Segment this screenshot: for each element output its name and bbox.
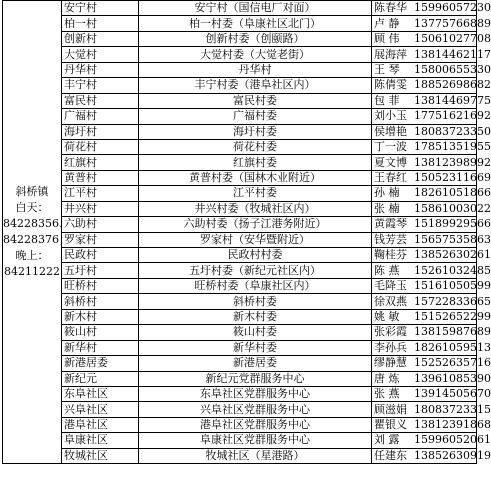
table-row — [3, 386, 477, 401]
contact-name: 侯增艳 — [374, 124, 407, 138]
contact-table — [2, 0, 491, 464]
contact-cell — [372, 248, 491, 263]
table-row — [3, 433, 477, 448]
site-cell: 广福村委 — [139, 109, 372, 124]
village-cell: 安宁村 — [62, 1, 139, 16]
table-row — [3, 93, 477, 108]
village-cell: 斜桥村 — [62, 294, 139, 309]
contact-phone: 13961085390 — [414, 371, 491, 385]
site-cell: 富民村委 — [139, 93, 372, 108]
contact-phone: 17851351955 — [414, 140, 491, 154]
site-cell: 创新村委（创颐路） — [139, 31, 372, 46]
contact-cell — [372, 309, 491, 324]
village-cell: 兴阜社区 — [62, 402, 139, 417]
contact-cell — [372, 109, 491, 124]
contact-name: 黄霞琴 — [374, 217, 407, 231]
contact-cell — [372, 263, 491, 278]
contact-phone: 13812398992 — [414, 155, 491, 169]
day-phone-1: 84228356、 — [3, 217, 70, 231]
contact-phone: 15161050599 — [414, 279, 491, 293]
table-row — [3, 263, 477, 278]
contact-cell — [372, 1, 491, 16]
table-row — [3, 124, 477, 139]
village-cell: 筱山村 — [62, 325, 139, 340]
table-row — [3, 340, 477, 355]
site-cell: 新木村委 — [139, 309, 372, 324]
contact-cell — [372, 62, 491, 77]
table-row — [3, 16, 477, 31]
contact-cell — [372, 294, 491, 309]
village-cell: 阜康社区 — [62, 433, 139, 448]
contact-name: 孙 楠 — [374, 186, 400, 200]
contact-phone: 15061027708 — [414, 32, 491, 46]
day-phone-2: 84228376； — [3, 233, 70, 247]
contact-cell — [372, 402, 491, 417]
contact-phone: 13852630261 — [414, 248, 491, 262]
village-cell: 新港居委 — [62, 356, 139, 371]
table-row — [3, 294, 477, 309]
table-row — [3, 109, 477, 124]
town-name: 斜桥镇 — [15, 185, 49, 199]
village-cell: 罗家村 — [62, 232, 139, 247]
table-row — [3, 186, 477, 201]
table-row — [3, 356, 477, 371]
contact-cell — [372, 417, 491, 432]
site-cell: 兴阜社区党群服务中心 — [139, 402, 372, 417]
village-cell: 牧城社区 — [62, 448, 139, 463]
contact-phone: 13852630919 — [414, 448, 491, 462]
night-phone: 84211222 — [4, 265, 60, 279]
table-row — [3, 402, 477, 417]
contact-cell — [372, 433, 491, 448]
day-label: 白天： — [15, 201, 49, 215]
site-cell: 旺桥村委（阜康社区内） — [139, 278, 372, 293]
contact-name: 陈倩雯 — [374, 78, 407, 92]
site-cell: 丹华村 — [139, 62, 372, 77]
village-cell: 黄普村 — [62, 170, 139, 185]
contact-cell — [372, 232, 491, 247]
contact-name: 张 楠 — [374, 201, 400, 215]
contact-phone: 15657535863 — [414, 232, 491, 246]
site-cell: 港阜社区党群服务中心 — [139, 417, 372, 432]
table-row — [3, 417, 477, 432]
village-cell: 丹华村 — [62, 62, 139, 77]
contact-name: 刘小玉 — [374, 109, 407, 123]
table-row — [3, 31, 477, 46]
site-cell: 大觉村委（大觉老街） — [139, 47, 372, 62]
contact-cell — [372, 448, 491, 463]
site-cell: 新港居委 — [139, 356, 372, 371]
contact-name: 陈 燕 — [374, 263, 400, 277]
village-cell: 海圩村 — [62, 124, 139, 139]
contact-cell — [372, 278, 491, 293]
table-row — [3, 371, 477, 386]
site-cell: 海圩村委 — [139, 124, 372, 139]
village-cell: 柏一村 — [62, 16, 139, 31]
contact-name: 陈春华 — [374, 1, 407, 15]
village-cell: 红旗村 — [62, 155, 139, 170]
contact-phone: 15261032485 — [414, 263, 491, 277]
contact-phone: 13814462117 — [414, 47, 491, 61]
contact-phone: 13815987689 — [414, 325, 491, 339]
table-row — [3, 47, 477, 62]
contact-cell — [372, 16, 491, 31]
table-row — [3, 232, 477, 247]
table-row — [3, 170, 477, 185]
site-cell: 斜桥村委 — [139, 294, 372, 309]
contact-phone: 13812391868 — [414, 418, 491, 432]
contact-cell — [372, 201, 491, 216]
table-row — [3, 201, 477, 216]
contact-phone: 15722833665 — [414, 294, 491, 308]
contact-phone: 18852698682 — [414, 78, 491, 92]
table-row — [3, 1, 477, 16]
site-cell: 安宁村（国信电厂对面） — [139, 1, 372, 16]
site-cell: 阜康社区党群服务中心 — [139, 433, 372, 448]
contact-cell — [372, 155, 491, 170]
contact-cell — [372, 31, 491, 46]
village-cell: 富民村 — [62, 93, 139, 108]
contact-name: 包 菲 — [374, 93, 400, 107]
contact-phone: 15996057230 — [414, 1, 491, 15]
contact-name: 缪静慧 — [374, 356, 407, 370]
site-cell: 新纪元党群服务中心 — [139, 371, 372, 386]
site-cell: 东阜社区党群服务中心 — [139, 386, 372, 401]
table-row — [3, 217, 477, 232]
site-cell: 五圩村委（新纪元社区内） — [139, 263, 372, 278]
contact-name: 毛降玉 — [374, 279, 407, 293]
contact-cell — [372, 340, 491, 355]
contact-name: 张彩霞 — [374, 325, 407, 339]
contact-cell — [372, 217, 491, 232]
contact-name: 任建东 — [374, 448, 407, 462]
contact-phone: 15996052061 — [414, 433, 491, 447]
contact-name: 卢 静 — [374, 16, 400, 30]
site-cell: 六助村委（扬子江港务附近） — [139, 217, 372, 232]
contact-name: 顾 伟 — [374, 32, 400, 46]
site-cell: 筱山村委 — [139, 325, 372, 340]
contact-name: 展海萍 — [374, 47, 407, 61]
contact-name: 刘 露 — [374, 433, 400, 447]
village-cell: 六助村 — [62, 217, 139, 232]
table-row — [3, 448, 477, 463]
table-row — [3, 155, 477, 170]
contact-phone: 13775766889 — [414, 16, 491, 30]
site-cell: 罗家村（安华暨附近） — [139, 232, 372, 247]
contact-phone: 18083723350 — [414, 124, 491, 138]
site-cell: 民政村村委 — [139, 248, 372, 263]
village-cell: 江平村 — [62, 186, 139, 201]
contact-cell — [372, 139, 491, 154]
town-contact-cell — [3, 1, 70, 464]
contact-name: 钱芳芸 — [374, 232, 407, 246]
contact-phone: 18083723315 — [414, 402, 491, 416]
contact-cell — [372, 325, 491, 340]
village-cell: 丰宁村 — [62, 78, 139, 93]
contact-phone: 13914505670 — [414, 387, 491, 401]
site-cell: 柏一村委（阜康社区北门） — [139, 16, 372, 31]
contact-phone: 15189929566 — [414, 217, 491, 231]
contact-cell — [372, 386, 491, 401]
table-row — [3, 139, 477, 154]
site-cell: 江平村委 — [139, 186, 372, 201]
village-cell: 新木村 — [62, 309, 139, 324]
contact-cell — [372, 78, 491, 93]
contact-phone: 18261059513 — [414, 340, 491, 354]
contact-phone: 15861003022 — [414, 201, 491, 215]
contact-cell — [372, 124, 491, 139]
table-row — [3, 309, 477, 324]
site-cell: 井兴村委（牧城社区内） — [139, 201, 372, 216]
contact-name: 夏文博 — [374, 155, 407, 169]
night-label: 晚上： — [15, 249, 49, 263]
table-row — [3, 78, 477, 93]
village-cell: 五圩村 — [62, 263, 139, 278]
contact-name: 鞠桂芬 — [374, 248, 407, 262]
contact-cell — [372, 170, 491, 185]
village-cell: 井兴村 — [62, 201, 139, 216]
village-cell: 大觉村 — [62, 47, 139, 62]
table-row — [3, 325, 477, 340]
site-cell: 红旗村委 — [139, 155, 372, 170]
contact-phone: 17751621692 — [414, 109, 491, 123]
contact-cell — [372, 47, 491, 62]
contact-phone: 15252635716 — [414, 356, 491, 370]
site-cell: 新华村委 — [139, 340, 372, 355]
table-row — [3, 278, 477, 293]
contact-phone: 15152652299 — [414, 309, 491, 323]
contact-name: 李孙兵 — [374, 340, 407, 354]
village-cell: 广福村 — [62, 109, 139, 124]
site-cell: 丰宁村委（港阜社区内） — [139, 78, 372, 93]
contact-phone: 13814469775 — [414, 93, 491, 107]
contact-phone: 15800655330 — [414, 62, 491, 76]
village-cell: 旺桥村 — [62, 278, 139, 293]
village-cell: 荷花村 — [62, 139, 139, 154]
village-cell: 新华村 — [62, 340, 139, 355]
site-cell: 牧城社区（星港路） — [139, 448, 372, 463]
contact-name: 顾滋娟 — [374, 402, 407, 416]
contact-name: 丁一波 — [374, 140, 407, 154]
village-cell: 港阜社区 — [62, 417, 139, 432]
contact-name: 徐双燕 — [374, 294, 407, 308]
contact-cell — [372, 371, 491, 386]
contact-name: 唐 炼 — [374, 371, 400, 385]
contact-cell — [372, 186, 491, 201]
contact-table-container — [2, 0, 491, 464]
contact-cell — [372, 93, 491, 108]
table-row — [3, 248, 477, 263]
village-cell: 民政村 — [62, 248, 139, 263]
village-cell: 新纪元 — [62, 371, 139, 386]
village-cell: 创新村 — [62, 31, 139, 46]
table-row — [3, 62, 477, 77]
contact-name: 瞿银义 — [374, 418, 407, 432]
contact-name: 王春红 — [374, 171, 407, 185]
contact-name: 姚 敏 — [374, 309, 400, 323]
contact-cell — [372, 356, 491, 371]
contact-name: 王 琴 — [374, 62, 400, 76]
contact-phone: 18261051866 — [414, 186, 491, 200]
village-cell: 东阜社区 — [62, 386, 139, 401]
contact-name: 张 燕 — [374, 387, 400, 401]
site-cell: 黄普村委（国林木业附近） — [139, 170, 372, 185]
site-cell: 荷花村委 — [139, 139, 372, 154]
contact-phone: 15052311669 — [414, 171, 491, 185]
